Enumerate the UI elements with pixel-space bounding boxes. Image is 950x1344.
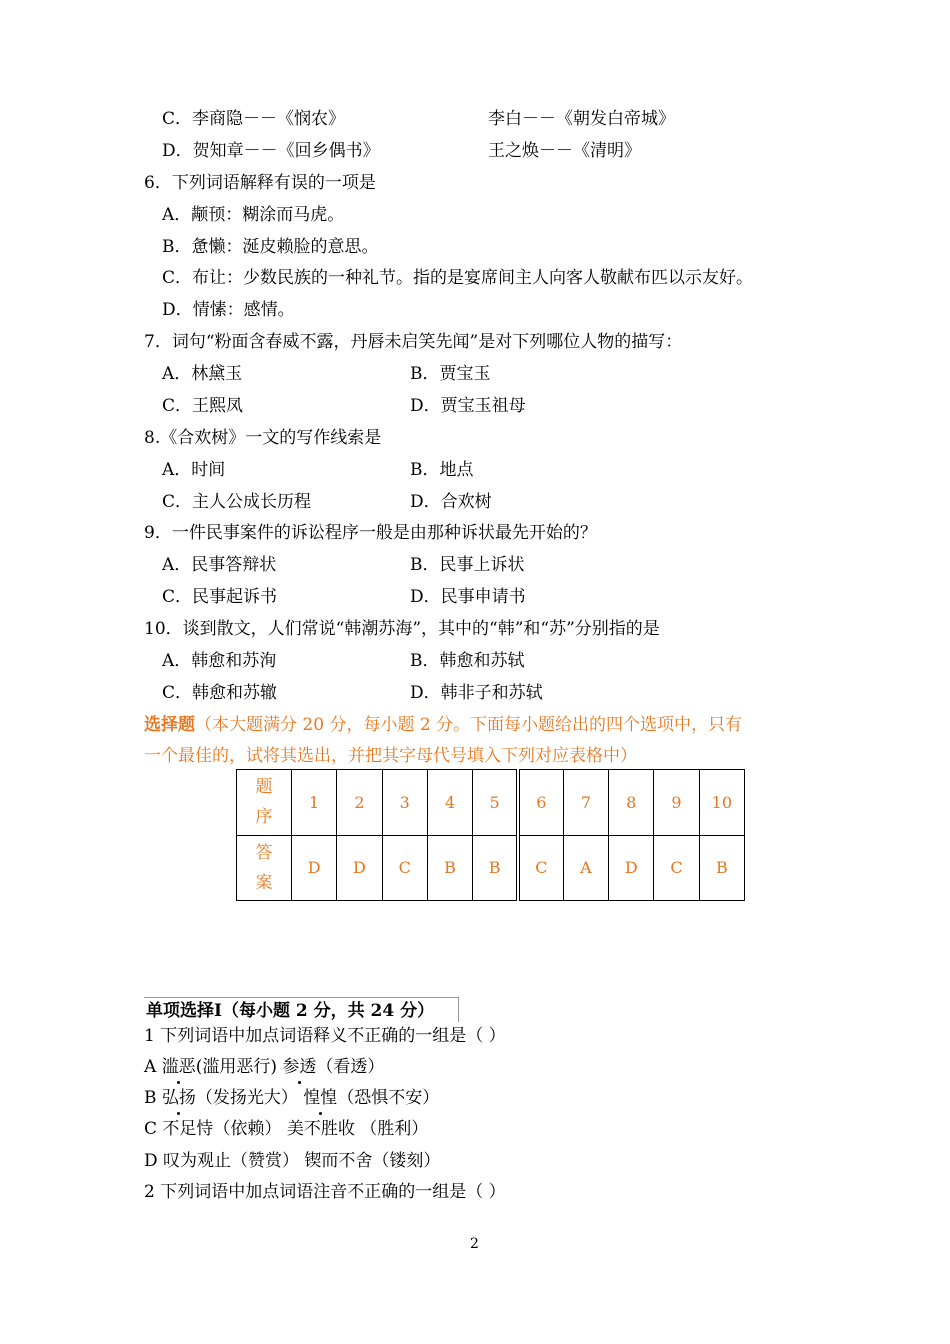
- part2-title: 单项选择Ⅰ（每小题 2 分，共 24 分）: [146, 1001, 435, 1021]
- table-cell-answer: C: [654, 835, 699, 901]
- section-title: 选择题: [144, 715, 195, 735]
- table-cell-answer: D: [337, 835, 382, 901]
- q6-option-a: A．颟顸：糊涂而马虎。: [162, 205, 345, 225]
- table-cell-number: 8: [609, 770, 654, 836]
- section-desc-2: 一个最佳的，试将其选出，并把其字母代号填入下列对应表格中）: [144, 746, 637, 766]
- table-cell-number: 4: [427, 770, 472, 836]
- q8-option-c: C．主人公成长历程: [162, 492, 312, 512]
- table-cell-answer: B: [427, 835, 472, 901]
- q6-option-d: D．情愫：感情。: [162, 300, 295, 320]
- table-cell-answer: B: [473, 835, 518, 901]
- emphasis-word: 弘扬: [161, 1088, 196, 1108]
- q8-option-b: B．地点: [410, 460, 474, 480]
- table-cell-number: 3: [382, 770, 427, 836]
- q6-option-b: B．惫懒：涎皮赖脸的意思。: [162, 237, 379, 257]
- table-cell-number: 9: [654, 770, 699, 836]
- answer-table: [236, 769, 745, 901]
- q7-stem: 7．词句“粉面含春威不露，丹唇未启笑先闻”是对下列哪位人物的描写：: [144, 332, 683, 352]
- page-number: 2: [470, 1236, 479, 1252]
- p2-q1-option-a: A 滥恶(滥用恶行) 参透（看透）: [144, 1057, 385, 1077]
- p2-q1-option-b: B 弘扬（发扬光大） 惶惶（恐惧不安）: [144, 1088, 440, 1108]
- q9-option-a: A．民事答辩状: [162, 555, 277, 575]
- q6-option-c: C．布让：少数民族的一种礼节。指的是宴席间主人向客人敬献布匹以示友好。: [162, 268, 754, 288]
- table-cell-number: 6: [518, 770, 563, 836]
- q9-option-d: D．民事申请书: [410, 587, 526, 607]
- q10-option-c: C．韩愈和苏辙: [162, 683, 278, 703]
- q5-option-d: D．贺知章－－《回乡偶书》: [162, 141, 380, 161]
- table-cell-number: 10: [699, 770, 744, 836]
- q5-option-d-right: 王之焕－－《清明》: [488, 141, 641, 161]
- q7-option-b: B．贾宝玉: [410, 364, 491, 384]
- table-cell-answer: C: [518, 835, 563, 901]
- q9-stem: 9．一件民事案件的诉讼程序一般是由那种诉状最先开始的？: [144, 523, 597, 543]
- section-desc-1: （本大题满分 20 分，每小题 2 分。下面每小题给出的四个选项中，只有: [195, 715, 743, 735]
- emphasis-word: 参透: [282, 1057, 317, 1077]
- q5-option-c: C．李商隐－－《悯农》: [162, 109, 346, 129]
- table-cell-answer: A: [563, 835, 608, 901]
- q7-option-a: A．林黛玉: [162, 364, 243, 384]
- q10-option-b: B．韩愈和苏轼: [410, 651, 525, 671]
- q8-option-d: D．合欢树: [410, 492, 492, 512]
- q10-option-d: D．韩非子和苏轼: [410, 683, 543, 703]
- q5-option-c-right: 李白－－《朝发白帝城》: [488, 109, 675, 129]
- p2-q1-stem: 1 下列词语中加点词语释义不正确的一组是（ ）: [144, 1026, 506, 1046]
- q8-stem: 8.《合欢树》一文的写作线索是: [144, 428, 382, 448]
- p2-q2-stem: 2 下列词语中加点词语注音不正确的一组是（ ）: [144, 1182, 506, 1202]
- table-cell-number: 7: [563, 770, 608, 836]
- table-cell-number: 1: [292, 770, 337, 836]
- q7-option-d: D．贾宝玉祖母: [410, 396, 526, 416]
- row-label-question: 题 序: [237, 770, 292, 836]
- q9-option-c: C．民事起诉书: [162, 587, 278, 607]
- row-label-answer: 答 案: [237, 835, 292, 901]
- table-cell-answer: D: [609, 835, 654, 901]
- table-cell-answer: C: [382, 835, 427, 901]
- p2-q1-option-d: D 叹为观止（赞赏） 锲而不舍（镂刻）: [144, 1151, 441, 1171]
- table-cell-answer: B: [699, 835, 744, 901]
- q10-stem: 10．谈到散文，人们常说“韩潮苏海”，其中的“韩”和“苏”分别指的是: [144, 619, 660, 639]
- q6-stem: 6．下列词语解释有误的一项是: [144, 173, 376, 193]
- q9-option-b: B．民事上诉状: [410, 555, 525, 575]
- p2-q1-option-c: C 不足恃（依赖） 美不胜收 （胜利）: [144, 1119, 429, 1139]
- table-cell-number: 2: [337, 770, 382, 836]
- table-cell-answer: D: [292, 835, 337, 901]
- q10-option-a: A．韩愈和苏洵: [162, 651, 277, 671]
- section-heading: [144, 714, 742, 736]
- q8-option-a: A．时间: [162, 460, 226, 480]
- emphasis-word: 惶惶: [303, 1088, 338, 1108]
- table-cell-number: 5: [473, 770, 518, 836]
- table-row-numbers: [237, 770, 745, 836]
- table-row-answers: [237, 835, 745, 901]
- q7-option-c: C．王熙凤: [162, 396, 244, 416]
- emphasis-word: 滥恶: [161, 1057, 196, 1077]
